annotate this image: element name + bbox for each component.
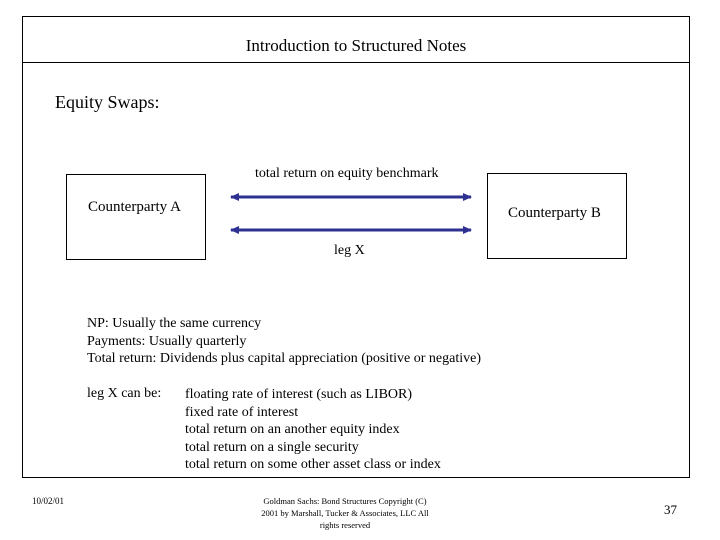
copyright-line: 2001 by Marshall, Tucker & Associates, LLC All: [261, 508, 429, 518]
list-item: floating rate of interest (such as LIBOR): [185, 387, 413, 402]
list-item: total return on some other asset class or index: [185, 457, 441, 472]
counterparty-b-label: Counterparty B: [508, 205, 601, 221]
leg-x-options: [185, 386, 441, 474]
total-return-label: total return on equity benchmark: [255, 166, 439, 181]
leg-x-options-label: leg X can be:: [87, 386, 162, 401]
counterparty-a-label: Counterparty A: [88, 199, 181, 215]
list-item: total return on a single security: [185, 439, 359, 455]
leg-x-label: leg X: [334, 243, 365, 258]
footer-copyright: [240, 495, 450, 531]
copyright-line: Goldman Sachs: Bond Structures Copyright (C): [263, 496, 427, 506]
list-item: fixed rate of interest: [185, 404, 299, 420]
term-np: NP: Usually the same currency: [87, 316, 262, 331]
page-number: 37: [664, 502, 677, 517]
term-total-return: Total return: Dividends plus capital appreciation (positive or negative): [87, 351, 482, 366]
slide-title: Introduction to Structured Notes: [245, 36, 467, 55]
copyright-line: rights reserved: [319, 520, 371, 530]
term-payments: Payments: Usually quarterly: [87, 333, 247, 349]
footer-date: 10/02/01: [32, 496, 65, 506]
section-heading: Equity Swaps:: [55, 92, 160, 112]
list-item: total return on an another equity index: [185, 422, 400, 437]
swap-terms: [87, 315, 481, 368]
